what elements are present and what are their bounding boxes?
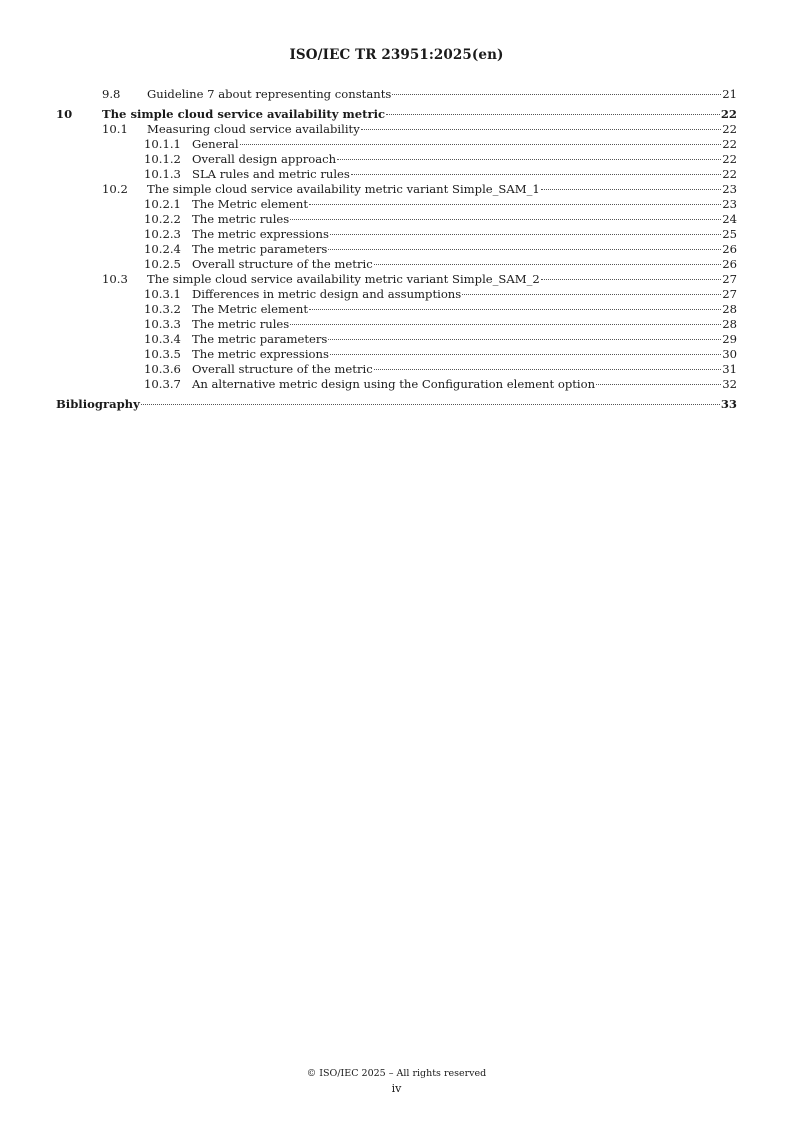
toc-dot-leader [141, 404, 720, 405]
toc-dot-leader [328, 339, 721, 340]
page-number: iv [391, 1082, 402, 1095]
toc-entry-page: 26 [722, 242, 737, 256]
toc-entry-number: 10.3.6 [144, 362, 181, 376]
toc-dot-leader [386, 114, 720, 115]
toc-entry-number: 10.3.2 [144, 302, 181, 316]
toc-entry-number: 10.1.3 [144, 167, 181, 181]
toc-entry-title: Overall design approach [192, 152, 337, 166]
toc-entry[interactable] [56, 272, 737, 287]
toc-entry-page: 22 [722, 122, 737, 136]
toc-entry-page: 31 [722, 362, 737, 376]
table-of-contents [56, 87, 737, 412]
toc-entry-number: 10.1.2 [144, 152, 181, 166]
toc-entry[interactable] [56, 362, 737, 377]
toc-entry-title: The Metric element [192, 197, 308, 211]
toc-entry[interactable] [56, 227, 737, 242]
toc-entry-number: 9.8 [102, 87, 121, 101]
toc-dot-leader [330, 234, 721, 235]
toc-entry-number: 10.1 [102, 122, 128, 136]
toc-entry[interactable] [56, 197, 737, 212]
toc-entry-number: 10.3 [102, 272, 128, 286]
toc-entry-title: An alternative metric design using the Configuration element option [192, 377, 596, 391]
toc-entry-page: 23 [722, 197, 737, 211]
toc-entry-title: Overall structure of the metric [192, 257, 373, 271]
toc-entry[interactable] [56, 137, 737, 152]
toc-dot-leader [309, 204, 721, 205]
toc-entry-title: The metric parameters [192, 242, 328, 256]
toc-entry-page: 22 [722, 167, 737, 181]
toc-dot-leader [290, 324, 721, 325]
toc-entry-title: Bibliography [56, 397, 140, 411]
toc-dot-leader [337, 159, 721, 160]
toc-entry-page: 27 [722, 272, 737, 286]
toc-entry[interactable] [56, 397, 737, 412]
toc-dot-leader [290, 219, 721, 220]
toc-entry[interactable] [56, 87, 737, 102]
toc-entry-number: 10.3.5 [144, 347, 181, 361]
toc-entry[interactable] [56, 287, 737, 302]
toc-entry[interactable] [56, 377, 737, 392]
toc-dot-leader [351, 174, 721, 175]
toc-entry-page: 28 [722, 317, 737, 331]
toc-entry-number: 10.3.3 [144, 317, 181, 331]
document-header [0, 47, 793, 63]
toc-entry-page: 26 [722, 257, 737, 271]
toc-entry[interactable] [56, 152, 737, 167]
toc-entry-number: 10.2 [102, 182, 128, 196]
toc-entry-page: 30 [722, 347, 737, 361]
toc-dot-leader [374, 369, 722, 370]
toc-entry-page: 23 [722, 182, 737, 196]
toc-dot-leader [374, 264, 722, 265]
toc-entry[interactable] [56, 122, 737, 137]
toc-dot-leader [330, 354, 721, 355]
toc-entry-page: 29 [722, 332, 737, 346]
toc-dot-leader [309, 309, 721, 310]
toc-entry-number: 10.3.4 [144, 332, 181, 346]
toc-entry-title: The metric rules [192, 212, 290, 226]
toc-entry-title: Measuring cloud service availability [147, 122, 360, 136]
toc-entry-title: General [192, 137, 239, 151]
toc-entry-number: 10.3.7 [144, 377, 181, 391]
toc-entry-title: Overall structure of the metric [192, 362, 373, 376]
toc-entry[interactable] [56, 257, 737, 272]
toc-entry-title: The metric rules [192, 317, 290, 331]
toc-entry-number: 10.2.3 [144, 227, 181, 241]
page-footer [0, 1067, 793, 1096]
toc-entry-page: 22 [722, 137, 737, 151]
toc-dot-leader [361, 129, 721, 130]
toc-entry-title: The metric expressions [192, 347, 329, 361]
toc-entry[interactable] [56, 107, 737, 122]
copyright-notice: © ISO/IEC 2025 – All rights reserved [306, 1068, 487, 1079]
toc-entry[interactable] [56, 332, 737, 347]
toc-entry-number: 10.3.1 [144, 287, 181, 301]
toc-entry-page: 22 [722, 152, 737, 166]
toc-entry-title: The simple cloud service availability metric variant Simple_SAM_1 [147, 182, 540, 196]
toc-entry-title: The metric parameters [192, 332, 328, 346]
toc-entry-title: The simple cloud service availability metric [102, 107, 386, 121]
toc-entry[interactable] [56, 242, 737, 257]
toc-entry-number: 10.2.1 [144, 197, 181, 211]
toc-entry[interactable] [56, 347, 737, 362]
toc-dot-leader [240, 144, 722, 145]
toc-entry-title: The metric expressions [192, 227, 329, 241]
document-id: ISO/IEC TR 23951:2025(en) [289, 47, 504, 63]
toc-entry[interactable] [56, 212, 737, 227]
toc-entry-page: 25 [722, 227, 737, 241]
toc-entry-page: 33 [720, 397, 737, 411]
toc-entry[interactable] [56, 302, 737, 317]
toc-entry-page: 22 [720, 107, 737, 121]
toc-entry-page: 28 [722, 302, 737, 316]
toc-dot-leader [596, 384, 721, 385]
toc-entry-number: 10 [56, 107, 73, 121]
toc-dot-leader [462, 294, 721, 295]
toc-dot-leader [392, 94, 721, 95]
toc-dot-leader [541, 279, 721, 280]
toc-entry-number: 10.2.5 [144, 257, 181, 271]
toc-entry-title: SLA rules and metric rules [192, 167, 350, 181]
toc-entry[interactable] [56, 182, 737, 197]
toc-entry-number: 10.2.4 [144, 242, 181, 256]
toc-entry-title: The Metric element [192, 302, 308, 316]
toc-entry-page: 32 [722, 377, 737, 391]
toc-entry-number: 10.1.1 [144, 137, 181, 151]
toc-entry-title: The simple cloud service availability metric variant Simple_SAM_2 [147, 272, 540, 286]
toc-entry-number: 10.2.2 [144, 212, 181, 226]
toc-entry[interactable] [56, 167, 737, 182]
toc-entry[interactable] [56, 317, 737, 332]
toc-entry-title: Differences in metric design and assumptions [192, 287, 462, 301]
toc-entry-title: Guideline 7 about representing constants [147, 87, 392, 101]
toc-dot-leader [541, 189, 721, 190]
toc-entry-page: 27 [722, 287, 737, 301]
toc-entry-page: 24 [722, 212, 737, 226]
toc-dot-leader [328, 249, 721, 250]
toc-entry-page: 21 [722, 87, 737, 101]
